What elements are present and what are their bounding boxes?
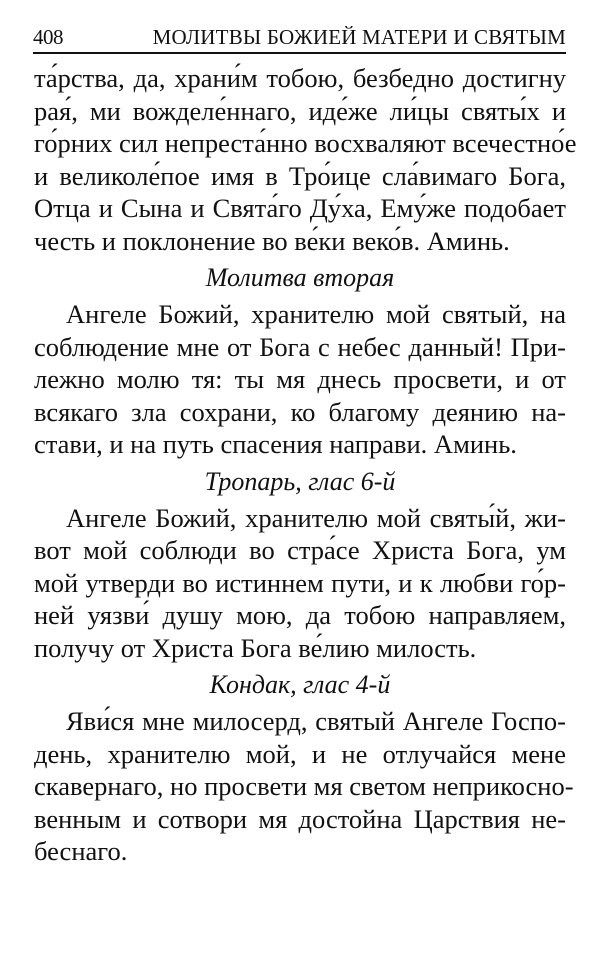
text-line: скавернаго, но просвети мя светом неприкосно- — [34, 771, 574, 801]
page-header — [33, 24, 566, 54]
text-line: ней уязви́ душу мою, да тобою направляем, — [34, 600, 566, 630]
paragraph-continuation — [34, 62, 577, 257]
text-line: Яви́ся мне милосерд, святый Ангеле Госпо- — [66, 706, 566, 736]
text-line: честь и поклонение во ве́ки веко́в. Аминь. — [34, 225, 510, 256]
text-line: получу от Христа Бога ве́лию милость. — [34, 632, 477, 663]
text-line: день, хранителю мой, и не отлучайся мене — [34, 738, 566, 769]
text-line: Ангеле Божий, хранителю мой святы́й, жи- — [66, 502, 566, 533]
running-title: МОЛИТВЫ БОЖИЕЙ МАТЕРИ И СВЯТЫМ — [152, 25, 566, 49]
section-heading-second-prayer: Молитва вторая — [205, 263, 395, 292]
text-line: Отца и Сына и Свята́го Ду́ха, Ему́же подобает — [34, 193, 566, 223]
section-heading-kontakion: Кондак, глас 4-й — [209, 670, 391, 699]
paragraph-troparion — [34, 502, 566, 665]
text-line: рая́, ми вожделе́ннаго, иде́же ли́цы святы́х и — [34, 95, 566, 126]
text-line: беснаго. — [34, 836, 128, 866]
text-line: вот мой соблюди во стра́се Христа Бога, ум — [34, 535, 566, 565]
text-line: го́рних сил непреста́нно восхваляют всечестно́е — [34, 128, 577, 158]
text-line: та́рства, да, храни́м тобою, безбедно достигну — [34, 63, 566, 93]
text-line: лежно молю тя: ты мя днесь просвети, и от — [34, 364, 566, 394]
text-line: венным и сотвори мя достойна Царствия не- — [34, 803, 566, 834]
page-body — [34, 62, 577, 868]
section-heading-troparion: Тропарь, глас 6-й — [204, 466, 396, 496]
text-line: и великоле́пое имя в Тро́ице сла́вимаго Бога, — [34, 160, 566, 191]
text-line: соблюдение мне от Бога с небес данный! При- — [34, 331, 566, 362]
text-line: мой утверди во истиннем пути, и к любви го́р- — [34, 567, 566, 598]
paragraph-second-prayer — [34, 298, 566, 461]
paragraph-kontakion — [34, 705, 574, 868]
text-line: стави, и на путь спасения направи. Аминь. — [34, 429, 517, 459]
text-line: всякаго зла сохрани, ко благому деянию на- — [34, 396, 566, 427]
page-number: 408 — [33, 25, 63, 49]
text-line: Ангеле Божий, хранителю мой святый, на — [66, 299, 566, 329]
